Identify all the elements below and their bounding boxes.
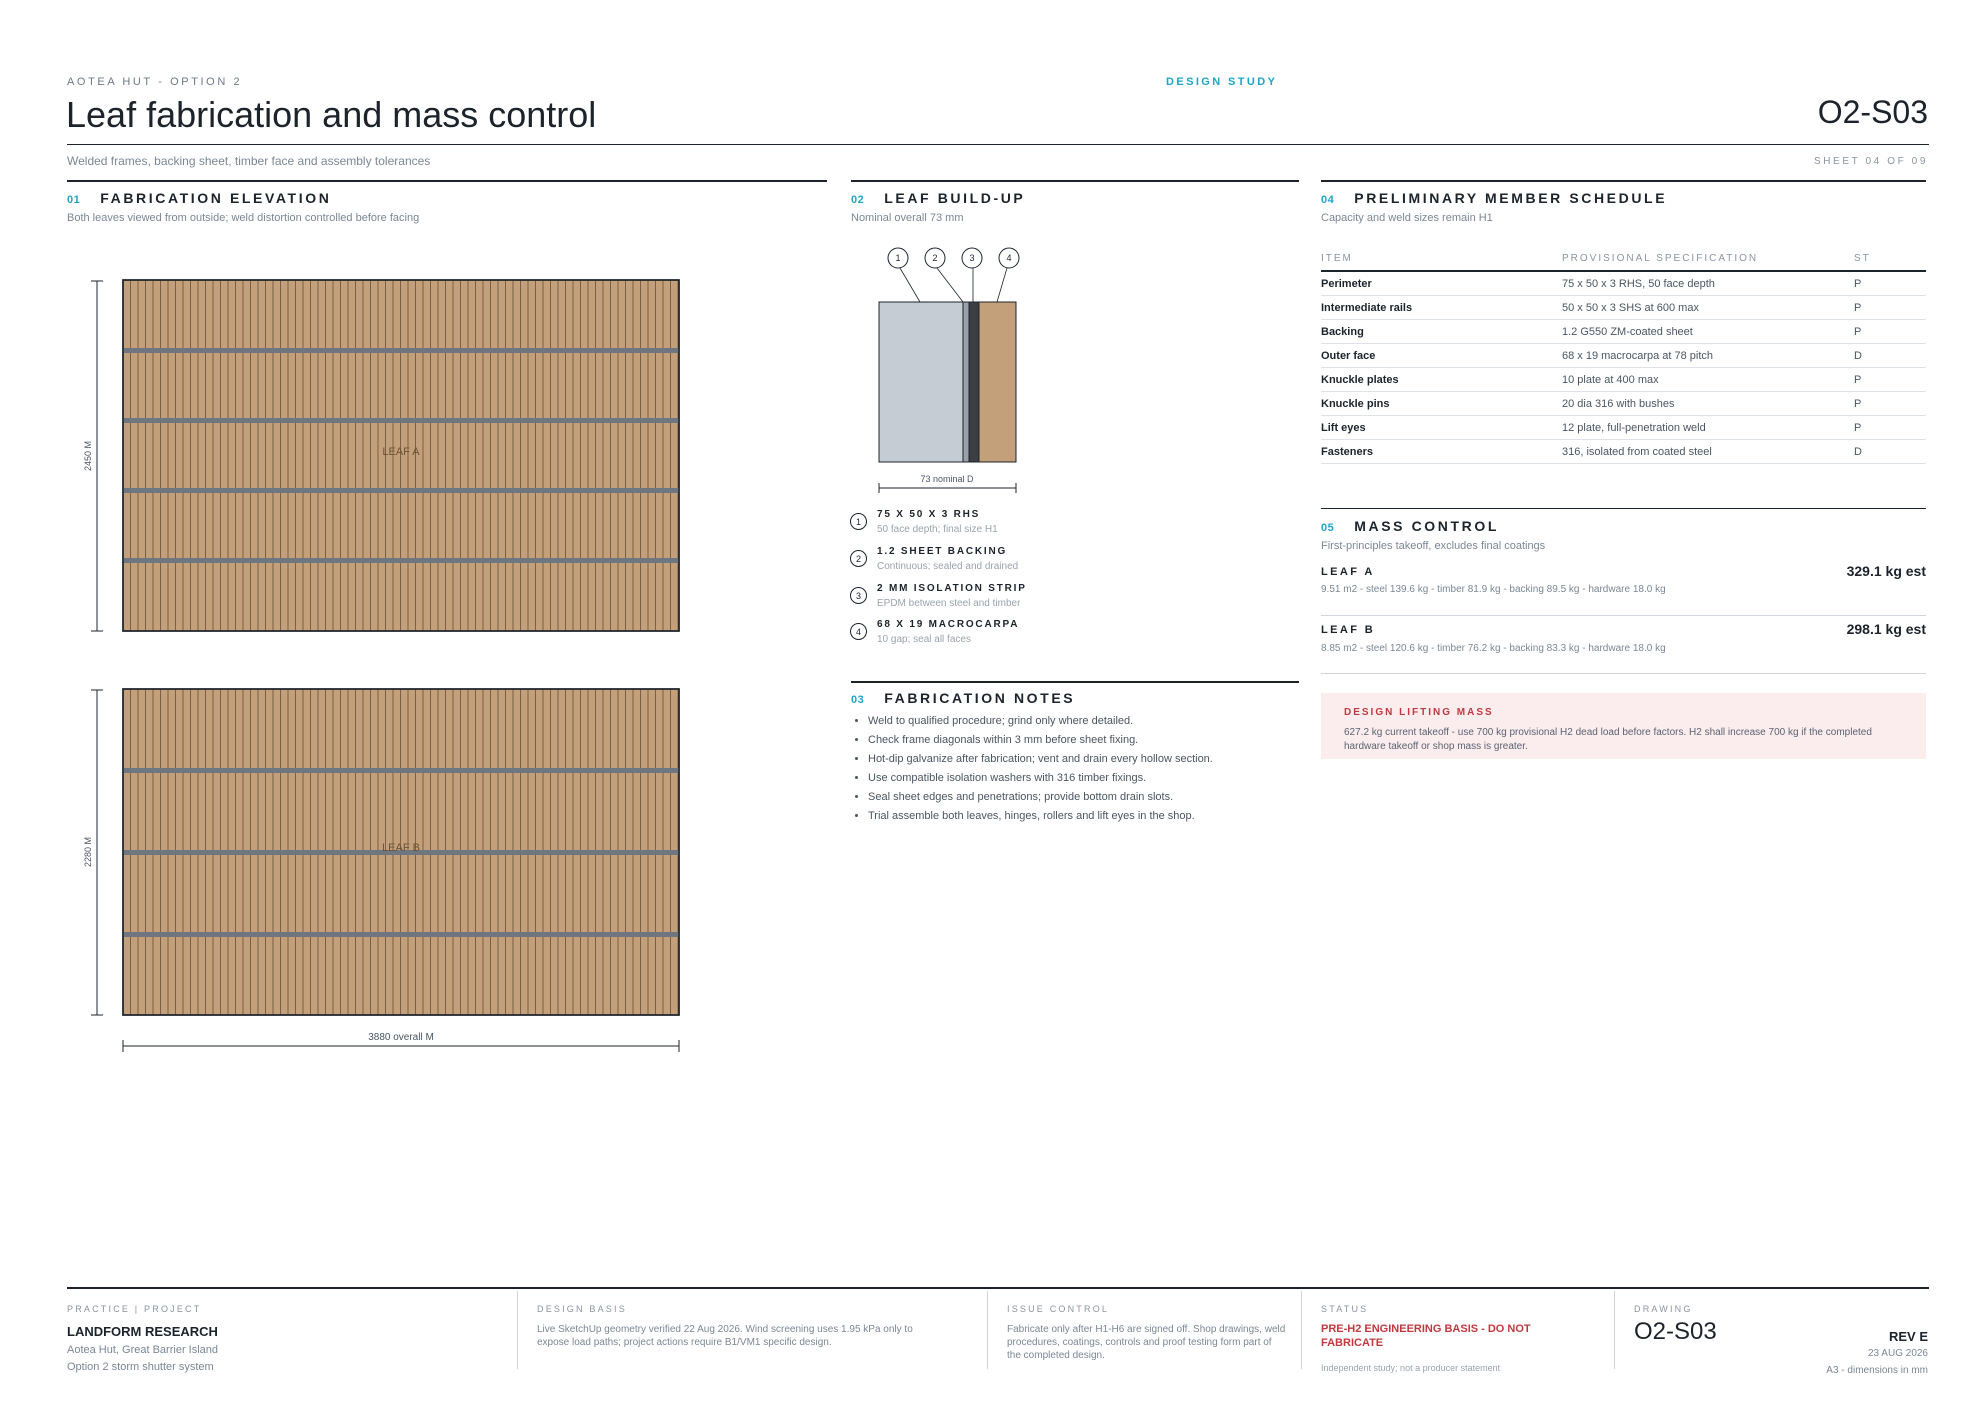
leaf-a-rail	[123, 348, 679, 353]
cell-spec: 75 x 50 x 3 RHS, 50 face depth	[1562, 278, 1715, 290]
design-study-badge: DESIGN STUDY	[1166, 76, 1278, 88]
cell-status: P	[1854, 278, 1862, 290]
cell-status: P	[1854, 398, 1862, 410]
cell-item: Intermediate rails	[1321, 302, 1413, 314]
layer-title: 75 X 50 X 3 RHS	[877, 509, 981, 520]
svg-text:1: 1	[895, 253, 901, 263]
buildup-dimension: 73 nominal D	[920, 474, 974, 484]
cell-spec: 1.2 G550 ZM-coated sheet	[1562, 326, 1693, 338]
issue-date: 23 AUG 2026	[1867, 1348, 1928, 1359]
section-rule-02	[851, 180, 1299, 182]
sheet-backing-layer	[963, 302, 969, 462]
table-row	[1321, 319, 1926, 344]
footer-divider	[1614, 1291, 1615, 1369]
layer-number: 4	[850, 623, 867, 640]
section-header-mass	[1321, 518, 1499, 534]
cell-spec: 12 plate, full-penetration weld	[1562, 422, 1706, 434]
cell-item: Knuckle pins	[1321, 398, 1390, 410]
section-subtitle: Nominal overall 73 mm	[851, 212, 964, 224]
leaf-b-rail	[123, 768, 679, 773]
status-note: Independent study; not a producer statement	[1321, 1363, 1501, 1373]
practice-label: PRACTICE | PROJECT	[67, 1304, 202, 1314]
overall-width-dimension: 3880 overall M	[368, 1032, 434, 1043]
sheet-code: O2-S03	[1817, 94, 1928, 130]
mass-divider	[1321, 615, 1926, 616]
project-line-1: Aotea Hut, Great Barrier Island	[67, 1344, 219, 1356]
cell-spec: 50 x 50 x 3 SHS at 600 max	[1562, 302, 1699, 314]
note-item: • Check frame diagonals within 3 mm before sheet fixing.	[868, 731, 1213, 750]
layer-legend-item	[850, 509, 1270, 545]
leaf-buildup-diagram	[860, 240, 1040, 500]
practice-name: LANDFORM RESEARCH	[67, 1324, 218, 1339]
layer-subtitle: EPDM between steel and timber	[877, 598, 1021, 609]
note-item: • Weld to qualified procedure; grind only where detailed.	[868, 712, 1213, 731]
mass-leaf-a-label: LEAF A	[1321, 566, 1375, 578]
section-header-schedule	[1321, 190, 1667, 206]
table-row	[1321, 415, 1926, 440]
section-rule-05	[1321, 508, 1926, 509]
cell-item: Backing	[1321, 326, 1364, 338]
scale-note: A3 - dimensions in mm	[1826, 1365, 1928, 1376]
leaf-b-rail	[123, 932, 679, 937]
footer-divider	[517, 1291, 518, 1369]
footer-rule	[67, 1287, 1929, 1289]
warning-title: DESIGN LIFTING MASS	[1344, 707, 1494, 718]
note-item: • Use compatible isolation washers with 316 timber fixings.	[868, 769, 1213, 788]
sheet-number: SHEET 04 OF 09	[1813, 156, 1928, 167]
layer-number: 3	[850, 587, 867, 604]
header-rule	[67, 144, 1929, 145]
issue-control-label: ISSUE CONTROL	[1007, 1304, 1110, 1314]
table-row	[1321, 271, 1926, 296]
section-number: 04	[1321, 194, 1335, 206]
section-rule-04	[1321, 180, 1926, 182]
cell-spec: 316, isolated from coated steel	[1562, 446, 1712, 458]
page-title: Leaf fabrication and mass control	[66, 94, 597, 135]
section-title: MASS CONTROL	[1354, 518, 1500, 534]
drawing-code: O2-S03	[1634, 1318, 1717, 1345]
column-header-spec: PROVISIONAL SPECIFICATION	[1562, 253, 1759, 264]
svg-text:4: 4	[1006, 253, 1012, 263]
section-header-notes	[851, 690, 1075, 706]
section-header-buildup	[851, 190, 1025, 206]
section-title: FABRICATION NOTES	[884, 690, 1076, 706]
layer-number: 2	[850, 550, 867, 567]
cell-status: D	[1854, 350, 1862, 362]
mass-leaf-b-value: 298.1 kg est	[1846, 621, 1926, 637]
layer-subtitle: 10 gap; seal all faces	[877, 634, 971, 645]
leaf-a-rail	[123, 488, 679, 493]
cell-item: Lift eyes	[1321, 422, 1366, 434]
section-subtitle: Both leaves viewed from outside; weld distortion controlled before facing	[67, 212, 420, 224]
cell-spec: 10 plate at 400 max	[1562, 374, 1659, 386]
section-subtitle: Capacity and weld sizes remain H1	[1321, 212, 1493, 224]
rhs-layer	[879, 302, 963, 462]
project-eyebrow: AOTEA HUT - OPTION 2	[67, 76, 243, 88]
leaf-b-label: LEAF B	[382, 842, 420, 854]
cell-status: P	[1854, 374, 1862, 386]
note-item: • Hot-dip galvanize after fabrication; vent and drain every hollow section.	[868, 750, 1213, 769]
leaf-a-rail	[123, 418, 679, 423]
fabrication-notes-list	[851, 712, 1213, 826]
design-basis-text: Live SketchUp geometry verified 22 Aug 2026. Wind screening uses 1.95 kPa only to expose load paths; project actions require B1/VM1 specific design.	[537, 1324, 913, 1348]
table-row	[1321, 367, 1926, 392]
leaf-a-label: LEAF A	[382, 446, 420, 458]
fabrication-elevation-drawing	[60, 270, 760, 1060]
revision: REV E	[1888, 1329, 1928, 1344]
cell-status: P	[1854, 326, 1862, 338]
layer-title: 68 X 19 MACROCARPA	[877, 619, 1020, 630]
cell-status: D	[1854, 446, 1862, 458]
table-row	[1321, 391, 1926, 416]
issue-control-text: Fabricate only after H1-H6 are signed off. Shop drawings, weld procedures, coatings, controls and proof testing form part of the completed design.	[1007, 1324, 1286, 1361]
leaf-a-rail	[123, 558, 679, 563]
layer-title: 1.2 SHEET BACKING	[877, 546, 1008, 557]
mass-leaf-a-value: 329.1 kg est	[1846, 563, 1926, 579]
table-row	[1321, 295, 1926, 320]
table-row	[1321, 439, 1926, 464]
section-number: 02	[851, 194, 865, 206]
section-title: LEAF BUILD-UP	[884, 190, 1026, 206]
design-basis-label: DESIGN BASIS	[537, 1304, 627, 1314]
macrocarpa-layer	[979, 302, 1016, 462]
cell-spec: 20 dia 316 with bushes	[1562, 398, 1675, 410]
leaf-b-height-dimension: 2280 M	[83, 836, 93, 868]
svg-text:2: 2	[932, 253, 938, 263]
status-text: PRE-H2 ENGINEERING BASIS - DO NOT FABRICATE	[1321, 1323, 1531, 1349]
status-label: STATUS	[1321, 1304, 1369, 1314]
mass-leaf-b-detail: 8.85 m2 - steel 120.6 kg - timber 76.2 kg - backing 83.3 kg - hardware 18.0 kg	[1321, 643, 1666, 654]
drawing-label: DRAWING	[1634, 1304, 1693, 1314]
cell-item: Knuckle plates	[1321, 374, 1399, 386]
section-header-elevation	[67, 190, 331, 206]
layer-legend-item	[850, 583, 1270, 619]
layer-number: 1	[850, 513, 867, 530]
cell-item: Outer face	[1321, 350, 1376, 362]
section-title: PRELIMINARY MEMBER SCHEDULE	[1354, 190, 1668, 206]
section-rule-03	[851, 681, 1299, 683]
layer-legend-item	[850, 546, 1270, 582]
lifting-mass-warning	[1321, 693, 1926, 759]
section-rule-01	[67, 180, 827, 182]
isolation-strip-layer	[969, 302, 979, 462]
cell-status: P	[1854, 302, 1862, 314]
footer-divider	[987, 1291, 988, 1369]
layer-subtitle: 50 face depth; final size H1	[877, 524, 998, 535]
section-subtitle: First-principles takeoff, excludes final coatings	[1321, 540, 1546, 552]
cell-item: Perimeter	[1321, 278, 1372, 290]
layer-title: 2 MM ISOLATION STRIP	[877, 583, 1027, 594]
mass-leaf-b-label: LEAF B	[1321, 624, 1376, 636]
section-title: FABRICATION ELEVATION	[100, 190, 332, 206]
column-header-item: ITEM	[1321, 253, 1353, 264]
column-header-status: ST	[1854, 253, 1871, 264]
cell-spec: 68 x 19 macrocarpa at 78 pitch	[1562, 350, 1714, 362]
footer-divider	[1301, 1291, 1302, 1369]
note-item: • Trial assemble both leaves, hinges, rollers and lift eyes in the shop.	[868, 807, 1213, 826]
layer-subtitle: Continuous; sealed and drained	[877, 561, 1019, 572]
svg-text:3: 3	[969, 253, 975, 263]
section-number: 03	[851, 694, 865, 706]
leaf-a-height-dimension: 2450 M	[83, 440, 93, 472]
warning-body: 627.2 kg current takeoff - use 700 kg provisional H2 dead load before factors. H2 shall increase 700 kg if the completed hardware takeoff or shop mass is greater.	[1344, 727, 1872, 752]
project-line-2: Option 2 storm shutter system	[67, 1361, 214, 1373]
table-row	[1321, 343, 1926, 368]
cell-status: P	[1854, 422, 1862, 434]
page-subtitle: Welded frames, backing sheet, timber face and assembly tolerances	[67, 154, 431, 168]
section-number: 05	[1321, 522, 1335, 534]
cell-item: Fasteners	[1321, 446, 1373, 458]
note-item: • Seal sheet edges and penetrations; provide bottom drain slots.	[868, 788, 1213, 807]
mass-divider	[1321, 673, 1926, 674]
layer-legend-item	[850, 619, 1270, 655]
section-number: 01	[67, 194, 81, 206]
mass-leaf-a-detail: 9.51 m2 - steel 139.6 kg - timber 81.9 kg - backing 89.5 kg - hardware 18.0 kg	[1321, 584, 1666, 595]
